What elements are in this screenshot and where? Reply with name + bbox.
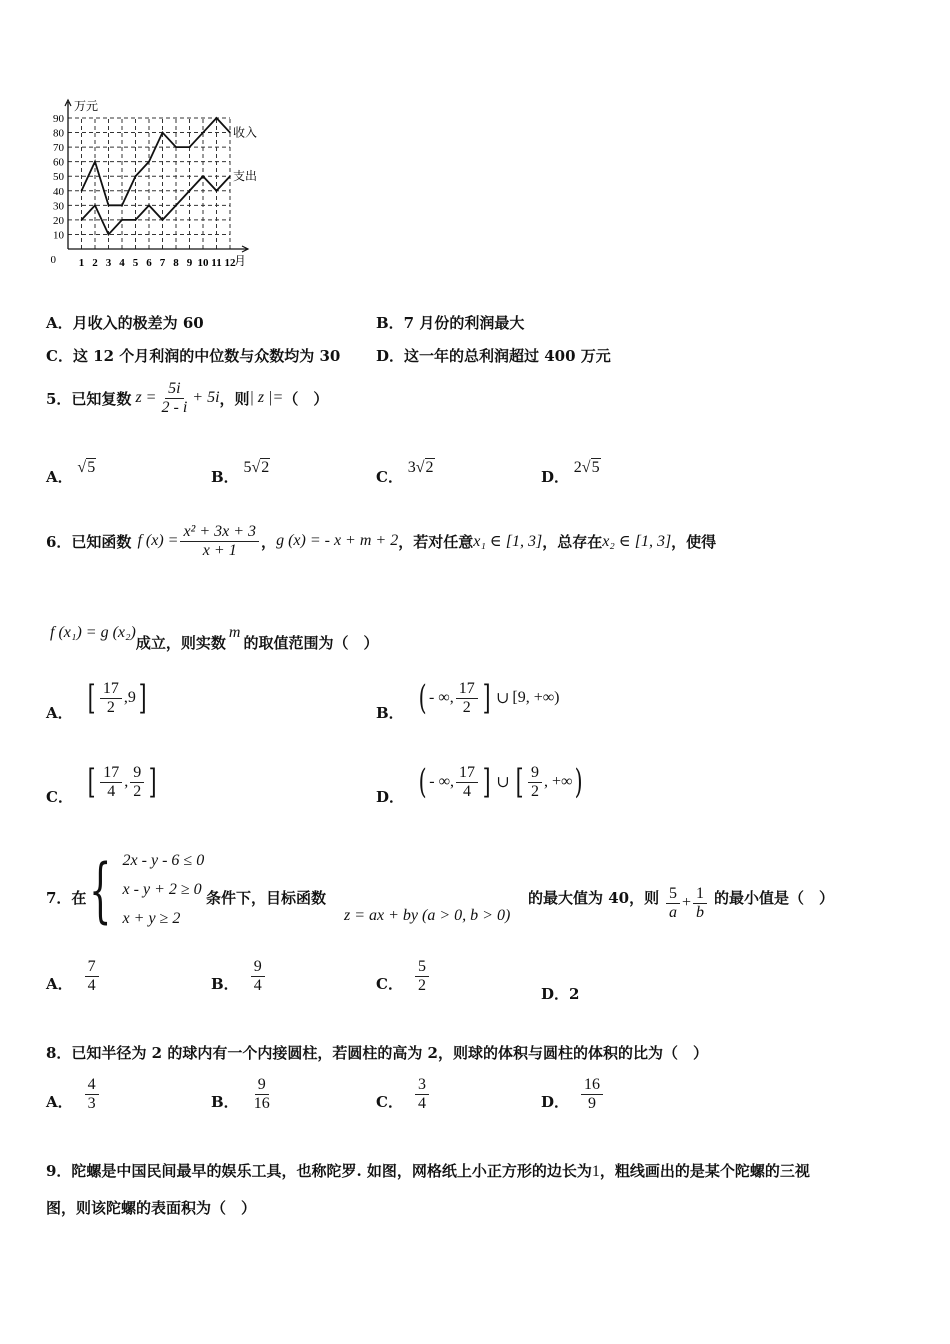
q6-b-label: B．: [376, 703, 404, 722]
q5-d-value: 2√5: [573, 459, 600, 476]
data-point: [189, 146, 191, 148]
q6-comma: ，: [261, 532, 277, 551]
q6-c-comma: ,: [124, 773, 129, 791]
q6-b-close-bracket: ]: [482, 678, 491, 719]
data-point: [148, 161, 150, 163]
y-tick-label: 0: [50, 254, 56, 266]
q5-frac-num: 5i: [165, 380, 183, 399]
q6-x2-in: x₂ ∈ [1, 3]: [602, 533, 672, 551]
q7-option-a[interactable]: [46, 958, 101, 994]
q5-option-b[interactable]: [211, 459, 270, 487]
y-tick-label: 20: [53, 214, 64, 227]
q6-option-c[interactable]: [46, 762, 159, 806]
x-tick-label: 8: [173, 257, 179, 269]
y-tick-label: 50: [53, 171, 64, 184]
x-tick-label: 6: [146, 257, 152, 269]
q6-d-union: ∪: [496, 774, 510, 792]
q6-b-fraction: $\frac{17}{2}$: [456, 680, 478, 716]
q5-a-label: A．: [46, 468, 73, 486]
q7-constraint-1: 2x - y - 6 ≤ 0: [122, 852, 205, 869]
q7-option-d[interactable]: D．2: [541, 985, 580, 1003]
q6-option-b[interactable]: [376, 678, 560, 722]
q7-a-fraction: $\frac{7}{4}$: [85, 958, 99, 994]
data-point: [202, 175, 204, 177]
y-tick-label: 10: [53, 229, 64, 242]
q7-brace: {: [89, 848, 112, 931]
q9-stem-line1: [46, 1160, 810, 1181]
q6-c-close-bracket: ]: [148, 762, 157, 803]
x-axis-label: 月: [234, 254, 247, 268]
q5-stem-post: ，则: [219, 389, 250, 408]
q6-stem: [46, 523, 716, 559]
q5-d-label: D．: [541, 468, 570, 486]
q7-option-b[interactable]: [211, 958, 267, 994]
q8-a-label: A．: [46, 1093, 73, 1112]
q8-c-label: C．: [376, 1093, 403, 1112]
x-tick-label: 11: [211, 257, 222, 269]
q6-d-right: , +∞: [543, 773, 573, 791]
q5-plus: + 5i: [192, 389, 220, 407]
data-point: [162, 219, 164, 221]
q7-a-label: A．: [46, 975, 73, 994]
data-point: [135, 219, 137, 221]
y-tick-label: 90: [53, 113, 64, 125]
data-point: [94, 205, 96, 207]
q6-d-label: D．: [376, 787, 405, 806]
q7-c-fraction: $\frac{5}{2}$: [415, 958, 429, 994]
data-point: [81, 190, 83, 192]
q6-stem-line2: [50, 622, 379, 652]
series-label: 支出: [233, 169, 258, 184]
q6-f-fraction: [180, 523, 259, 559]
data-point: [202, 132, 204, 134]
y-tick-label: 60: [53, 156, 64, 169]
q7-expression: [664, 885, 709, 921]
data-point: [175, 146, 177, 148]
q8-c-fraction: $\frac{3}{4}$: [415, 1076, 429, 1112]
data-point: [121, 219, 123, 221]
y-tick-label: 30: [53, 200, 64, 213]
y-tick-label: 40: [53, 185, 64, 198]
q6-b-union: ∪: [495, 690, 510, 708]
q6-c-fraction-1: $\frac{17}{4}$: [100, 764, 122, 800]
q6-mid3: ，使得: [671, 532, 717, 551]
x-tick-label: 2: [92, 257, 98, 269]
q7-constraint-system: [78, 846, 204, 933]
q8-d-fraction: $\frac{16}{9}$: [581, 1076, 603, 1112]
data-point: [216, 190, 218, 192]
q7-c-label: C．: [376, 975, 403, 994]
q7-constraint-3: x + y ≥ 2: [122, 910, 181, 927]
q6-mid1: ，若对任意: [398, 532, 474, 551]
x-tick-label: 12: [224, 257, 236, 269]
q6-f-lhs: f (x) =: [137, 532, 179, 550]
q6-b-left: - ∞,: [428, 689, 454, 707]
q5-b-label: B．: [211, 468, 239, 486]
q6-d-close-paren: ): [575, 762, 584, 803]
q4-option-c[interactable]: C．这 12 个月利润的中位数与众数均为 30: [46, 347, 341, 365]
q7-mid2: 的最大值为 40，则: [528, 889, 660, 907]
y-axis-label: 万元: [74, 99, 99, 113]
q8-option-a[interactable]: [46, 1076, 101, 1112]
q6-c-open-bracket: [: [87, 762, 96, 803]
q6-a-label: A．: [46, 703, 73, 722]
data-point: [216, 117, 218, 119]
q9-line1-b: ，粗线画出的是某个陀螺的三视: [599, 1162, 810, 1180]
x-tick-label: 5: [132, 257, 139, 269]
data-point: [229, 175, 231, 177]
q7-constraint-lines: [123, 846, 205, 933]
series-label: 收入: [233, 125, 258, 140]
q8-option-b[interactable]: [211, 1076, 275, 1112]
data-point: [135, 175, 137, 177]
q6-d-close-bracket: ]: [482, 762, 491, 803]
q4-option-d[interactable]: D．这一年的总利润超过 400 万元: [376, 347, 611, 365]
q6-line2-expr: f (x₁) = g (x₂): [50, 623, 136, 641]
q6-a-fraction: $\frac{17}{2}$: [100, 680, 122, 716]
x-tick-label: 7: [159, 257, 166, 269]
q7-stem-pre: 7．在: [46, 889, 87, 907]
q7-frac-2: $\frac{1}{b}$: [693, 885, 707, 921]
q6-f-den: x + 1: [202, 541, 237, 559]
q5-stem-pre: 5．已知复数: [46, 389, 132, 408]
data-point: [175, 205, 177, 207]
q5-option-a[interactable]: [46, 459, 96, 487]
x-tick-label: 4: [119, 257, 125, 269]
q6-d-open-paren: (: [418, 762, 427, 803]
y-tick-label: 70: [53, 142, 64, 155]
data-point: [94, 161, 96, 163]
q8-option-c[interactable]: [376, 1076, 431, 1112]
q5-c-label: C．: [376, 468, 403, 486]
q5-b-value: 5√2: [243, 459, 270, 476]
q8-option-d[interactable]: [541, 1076, 605, 1112]
q7-frac-1: $\frac{5}{a}$: [666, 885, 680, 921]
q5-frac-den: 2 - i: [161, 398, 188, 416]
q6-option-d[interactable]: [376, 762, 586, 806]
data-point: [108, 205, 110, 207]
q6-line2-text: 成立，则实数: [135, 634, 226, 652]
q5-option-c[interactable]: [376, 459, 435, 487]
q4-option-b[interactable]: B．7 月份的利润最大: [376, 314, 525, 332]
q6-a-open-bracket: [: [87, 678, 96, 719]
q6-line2-end: 的取值范围为（ ）: [243, 634, 379, 652]
q8-stem: 8．已知半径为 2 的球内有一个内接圆柱，若圆柱的高为 2，则球的体积与圆柱的体积的比为（ ）: [46, 1044, 708, 1062]
q7-constraint-2: x - y + 2 ≥ 0: [122, 881, 202, 898]
q6-a-right: ,9: [123, 689, 136, 707]
data-point: [162, 132, 164, 134]
q6-c-fraction-2: $\frac{9}{2}$: [130, 764, 144, 800]
data-point: [148, 205, 150, 207]
q6-f-num: x² + 3x + 3: [180, 523, 259, 542]
q6-b-right: [9, +∞): [512, 689, 560, 707]
q6-stem-pre: 6．已知函数: [46, 532, 132, 551]
q9-line1-a: 9．陀螺是中国民间最早的娱乐工具，也称陀罗. 如图，网格纸上小正方形的边长为: [46, 1162, 592, 1180]
q6-d-fraction-2: $\frac{9}{2}$: [528, 764, 542, 800]
q5-fraction: [158, 380, 190, 416]
line-chart: [40, 96, 290, 281]
q5-stem: [46, 380, 328, 416]
x-tick-label: 3: [105, 257, 112, 269]
q8-a-fraction: $\frac{4}{3}$: [85, 1076, 99, 1112]
q5-a-value: √5: [77, 459, 96, 476]
y-tick-label: 80: [53, 127, 64, 140]
q5-c-value: 3√2: [407, 459, 434, 476]
q4-option-a[interactable]: A．月收入的极差为 60: [46, 314, 204, 332]
q6-a-close-bracket: ]: [138, 678, 147, 719]
q6-d-fraction-1: $\frac{17}{4}$: [456, 764, 478, 800]
x-tick-label: 9: [186, 257, 193, 269]
q9-stem-line2: 图，则该陀螺的表面积为（ ）: [46, 1199, 257, 1217]
q5-option-d[interactable]: [541, 459, 601, 487]
x-tick-label: 1: [78, 257, 85, 269]
q9-line1-num: 1: [591, 1163, 600, 1180]
q8-d-label: D．: [541, 1093, 570, 1112]
data-point: [189, 190, 191, 192]
q6-mid2: ，总存在: [542, 532, 603, 551]
q6-option-a[interactable]: [46, 678, 149, 722]
data-point: [108, 234, 110, 236]
q5-z-lhs: z =: [135, 389, 157, 407]
q7-b-label: B．: [211, 975, 239, 994]
q7-objective: z = ax + by (a > 0, b > 0): [344, 907, 511, 924]
q7-mid1: 条件下，目标函数: [206, 889, 327, 907]
q6-g-def: g (x) = - x + m + 2: [276, 532, 399, 550]
data-point: [121, 205, 123, 207]
data-point: [229, 132, 231, 134]
q5-stem-end: （ ）: [283, 389, 329, 408]
q8-b-label: B．: [211, 1093, 239, 1112]
q6-line2-m: m: [228, 623, 241, 641]
x-tick-label: 10: [197, 257, 209, 269]
q7-option-c[interactable]: [376, 958, 431, 994]
q6-x1-in: x₁ ∈ [1, 3]: [473, 533, 543, 551]
q5-abs: | z |=: [249, 389, 284, 407]
q8-b-fraction: $\frac{9}{16}$: [253, 1076, 270, 1112]
q6-d-open-bracket-2: [: [515, 762, 524, 803]
q7-plus: +: [682, 894, 692, 912]
q6-b-open-paren: (: [418, 678, 427, 719]
q6-c-label: C．: [46, 787, 73, 806]
q6-d-left: - ∞,: [429, 773, 455, 791]
q7-b-fraction: $\frac{9}{4}$: [251, 958, 265, 994]
q7-end: 的最小值是（ ）: [714, 889, 835, 907]
data-point: [81, 219, 83, 221]
